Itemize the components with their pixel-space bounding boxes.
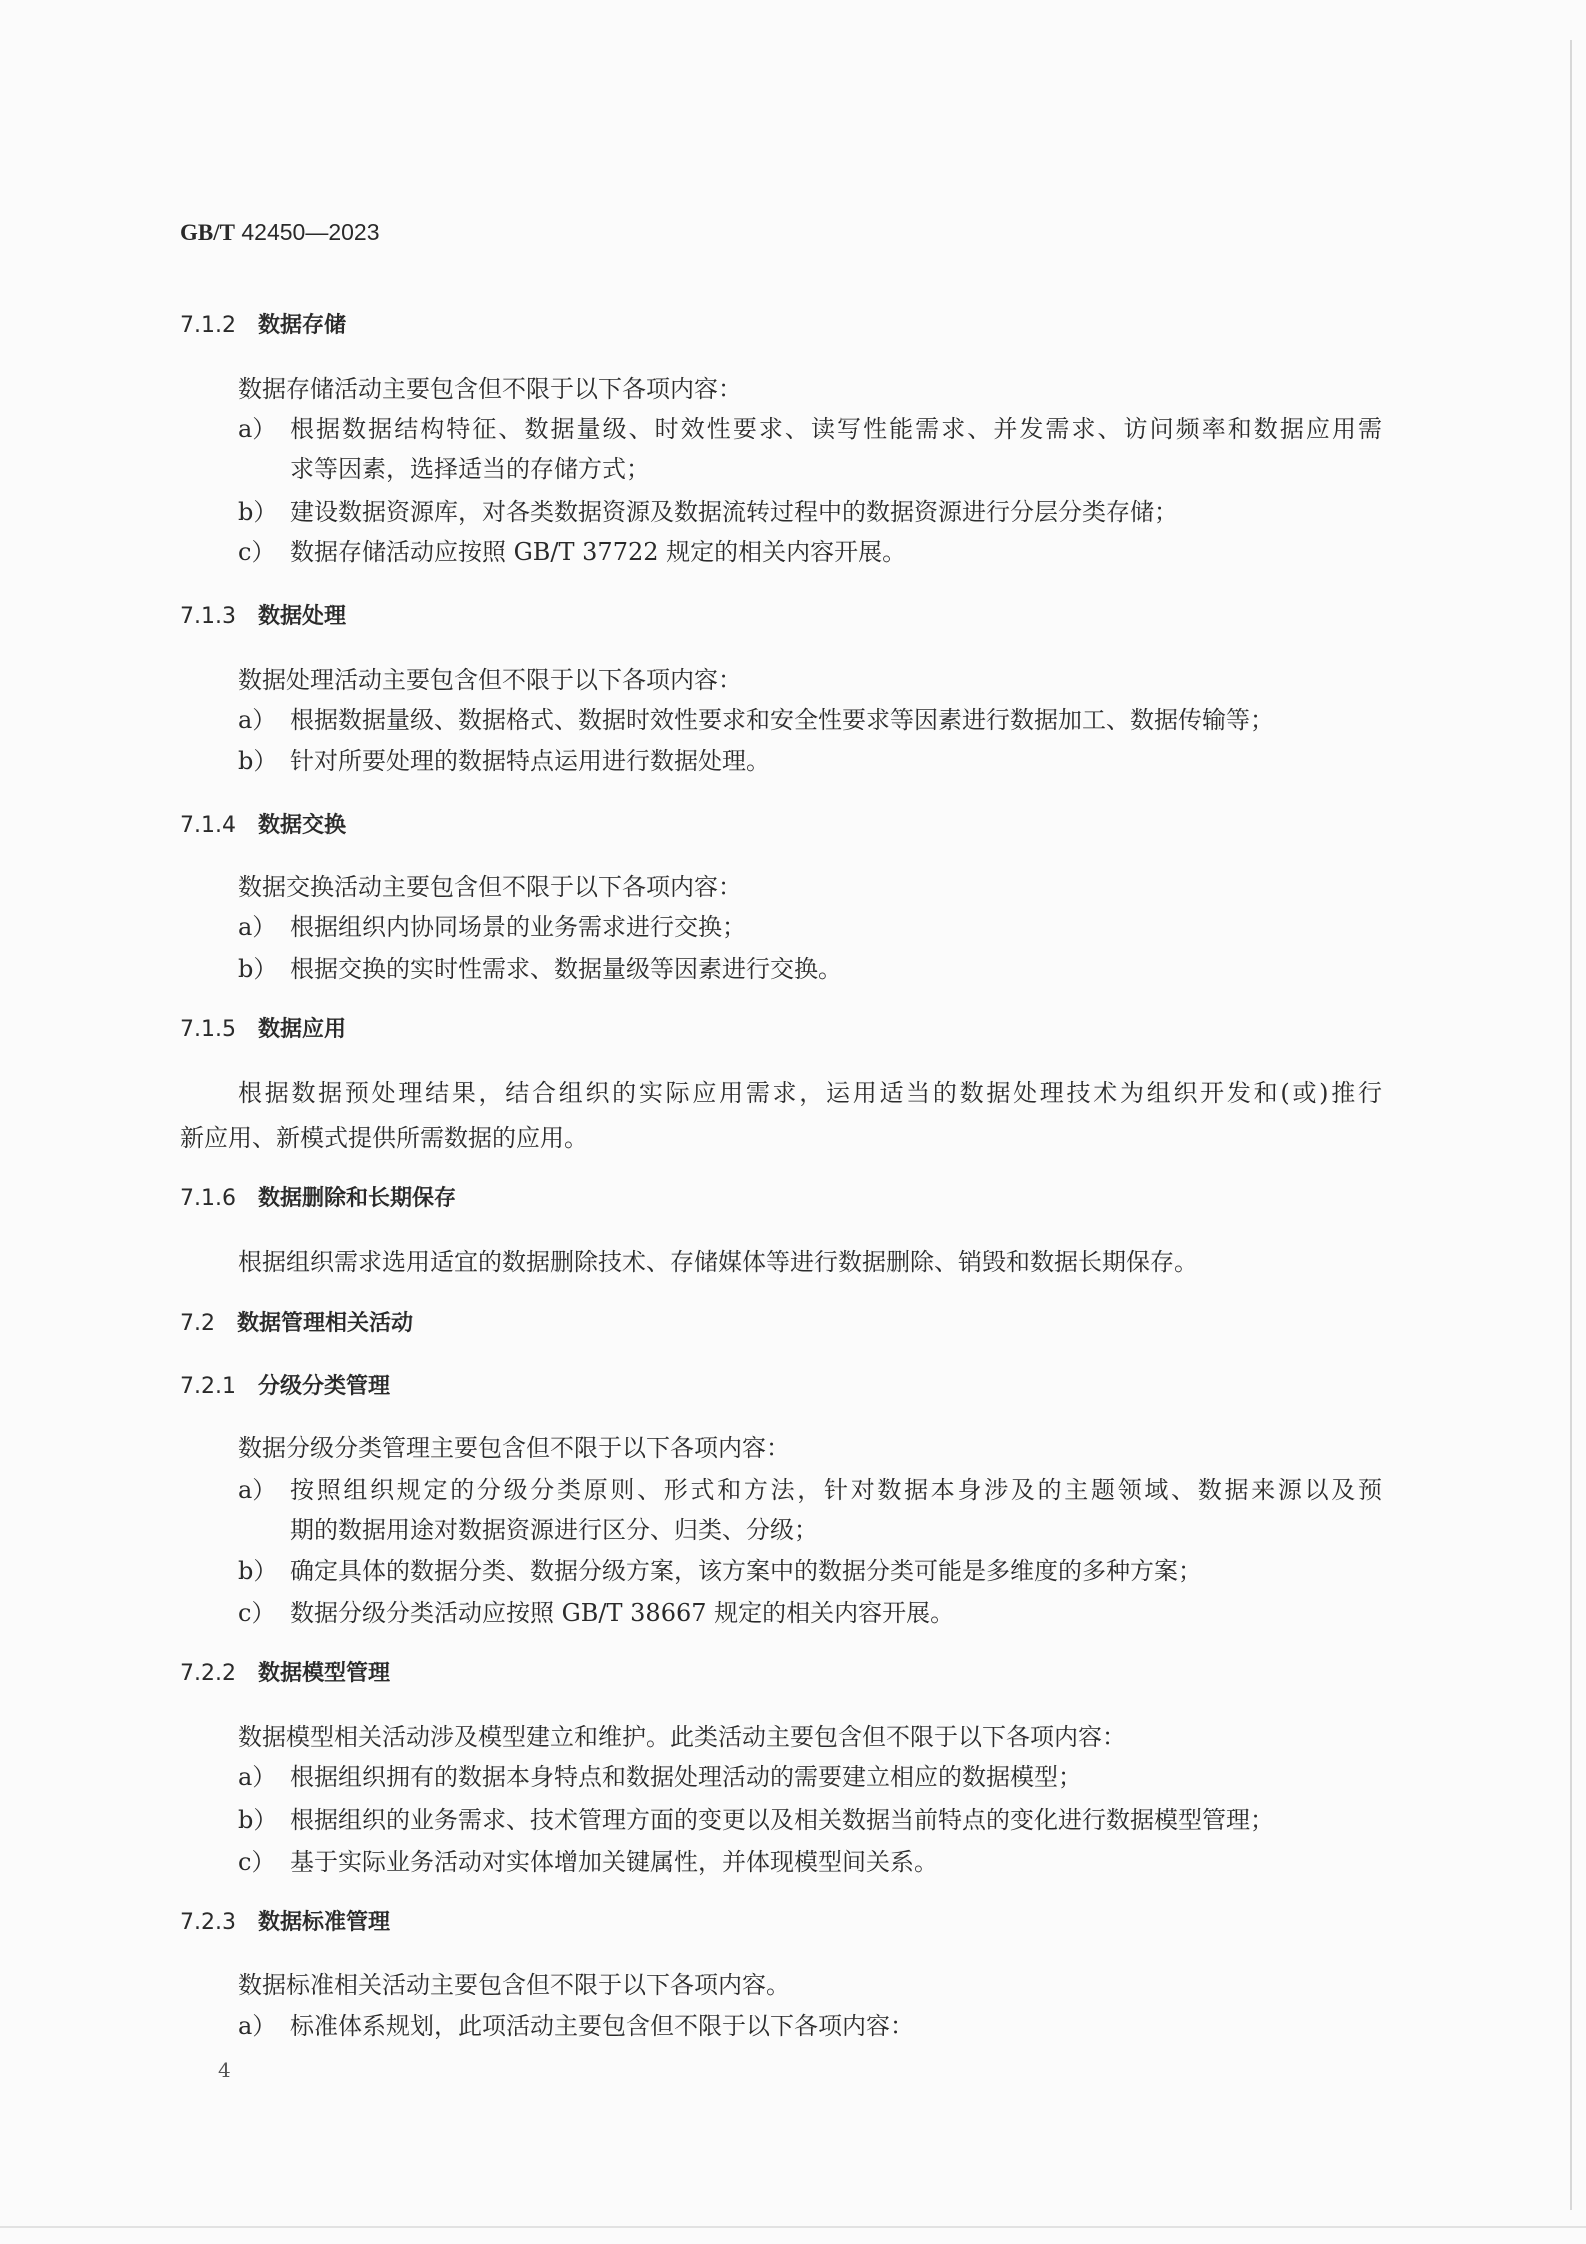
list-item-continuation (290, 1516, 818, 1544)
list-text: 根据数据结构特征、数据量级、时效性要求、读写性能需求、并发需求、访问频率和数据应用需 (290, 415, 1382, 443)
paragraph-continuation (180, 1124, 588, 1152)
section-number: 7.1.4 (180, 813, 236, 838)
list-text: 根据数据量级、数据格式、数据时效性要求和安全性要求等因素进行数据加工、数据传输等； (290, 706, 1274, 734)
list-label: b） (238, 747, 278, 775)
section-title: 数据应用 (257, 1017, 346, 1042)
list-label: c） (238, 1599, 276, 1627)
paragraph-text: 数据标准相关活动主要包含但不限于以下各项内容。 (238, 1971, 790, 1999)
list-item-continuation (290, 455, 650, 483)
page-border (1570, 40, 1572, 2210)
paragraph-text: 新应用、新模式提供所需数据的应用。 (180, 1124, 588, 1152)
section-heading (180, 312, 346, 340)
paragraph (238, 1971, 790, 1999)
paragraph-text: 数据交换活动主要包含但不限于以下各项内容： (238, 873, 742, 901)
paragraph (238, 1248, 1198, 1276)
list-text: 根据交换的实时性需求、数据量级等因素进行交换。 (290, 955, 842, 983)
list-text: 针对所要处理的数据特点运用进行数据处理。 (290, 747, 770, 775)
paragraph (238, 666, 742, 694)
section-title: 数据存储 (257, 313, 346, 338)
section-number: 7.1.5 (180, 1017, 236, 1042)
paragraph (238, 873, 742, 901)
section-number: 7.2.2 (180, 1661, 236, 1686)
list-text: 根据组织的业务需求、技术管理方面的变更以及相关数据当前特点的变化进行数据模型管理； (290, 1806, 1274, 1834)
paragraph-text: 数据处理活动主要包含但不限于以下各项内容： (238, 666, 742, 694)
section-heading (180, 1310, 413, 1338)
list-text: 根据组织内协同场景的业务需求进行交换； (290, 913, 746, 941)
list-text: 基于实际业务活动对实体增加关键属性，并体现模型间关系。 (290, 1848, 938, 1876)
standard-number: 42450—2023 (241, 219, 380, 245)
section-number: 7.2 (180, 1311, 215, 1336)
section-title: 数据标准管理 (257, 1910, 390, 1935)
list-label: c） (238, 538, 276, 566)
list-text: 期的数据用途对数据资源进行区分、归类、分级； (290, 1516, 818, 1544)
section-number: 7.2.3 (180, 1910, 236, 1935)
paragraph-text: 数据模型相关活动涉及模型建立和维护。此类活动主要包含但不限于以下各项内容： (238, 1723, 1126, 1751)
paragraph (238, 375, 742, 403)
list-label: c） (238, 1848, 276, 1876)
list-text: 数据分级分类活动应按照 GB/T 38667 规定的相关内容开展。 (290, 1599, 955, 1627)
paragraph-text: 根据数据预处理结果，结合组织的实际应用需求，运用适当的数据处理技术为组织开发和(或)推行 (238, 1079, 1382, 1107)
page-number: 4 (218, 2058, 231, 2082)
list-item (238, 1763, 1082, 1791)
paragraph-text: 数据分级分类管理主要包含但不限于以下各项内容： (238, 1434, 790, 1462)
list-text: 根据组织拥有的数据本身特点和数据处理活动的需要建立相应的数据模型； (290, 1763, 1082, 1791)
paragraph-text: 根据组织需求选用适宜的数据删除技术、存储媒体等进行数据删除、销毁和数据长期保存。 (238, 1248, 1198, 1276)
list-item (238, 538, 907, 566)
list-item (238, 1476, 1382, 1504)
section-title: 数据处理 (257, 604, 346, 629)
list-item (238, 913, 746, 941)
standard-header (180, 218, 379, 247)
paragraph-text: 数据存储活动主要包含但不限于以下各项内容： (238, 375, 742, 403)
list-item (238, 1806, 1274, 1834)
list-label: b） (238, 955, 278, 983)
standard-prefix: GB/T (180, 220, 235, 245)
section-number: 7.1.3 (180, 604, 236, 629)
list-item (238, 2012, 914, 2040)
list-text: 标准体系规划，此项活动主要包含但不限于以下各项内容： (290, 2012, 914, 2040)
list-item (238, 415, 1382, 443)
section-title: 数据管理相关活动 (237, 1311, 414, 1336)
page-bottom-border (0, 2226, 1586, 2228)
list-label: a） (238, 2012, 277, 2040)
list-item (238, 498, 1178, 526)
list-label: b） (238, 1557, 278, 1585)
section-heading (180, 1373, 390, 1401)
section-heading (180, 1016, 346, 1044)
section-title: 数据删除和长期保存 (257, 1186, 456, 1211)
list-label: a） (238, 1476, 277, 1504)
list-item (238, 955, 842, 983)
paragraph (238, 1079, 1382, 1107)
section-number: 7.1.2 (180, 313, 236, 338)
list-text: 按照组织规定的分级分类原则、形式和方法，针对数据本身涉及的主题领域、数据来源以及预 (290, 1476, 1382, 1504)
list-text: 数据存储活动应按照 GB/T 37722 规定的相关内容开展。 (290, 538, 907, 566)
list-text: 求等因素，选择适当的存储方式； (290, 455, 650, 483)
list-text: 确定具体的数据分类、数据分级方案，该方案中的数据分类可能是多维度的多种方案； (290, 1557, 1202, 1585)
list-label: a） (238, 1763, 277, 1791)
section-title: 分级分类管理 (257, 1374, 390, 1399)
section-number: 7.2.1 (180, 1374, 236, 1399)
list-item (238, 1599, 955, 1627)
paragraph (238, 1434, 790, 1462)
paragraph (238, 1723, 1126, 1751)
section-title: 数据模型管理 (257, 1661, 390, 1686)
section-heading (180, 812, 346, 840)
section-heading (180, 1909, 390, 1937)
section-heading (180, 1185, 456, 1213)
list-item (238, 1848, 938, 1876)
section-heading (180, 1660, 390, 1688)
list-label: b） (238, 498, 278, 526)
list-label: a） (238, 706, 277, 734)
list-text: 建设数据资源库，对各类数据资源及数据流转过程中的数据资源进行分层分类存储； (290, 498, 1178, 526)
list-item (238, 706, 1274, 734)
section-title: 数据交换 (257, 813, 346, 838)
list-label: a） (238, 415, 277, 443)
section-heading (180, 603, 346, 631)
list-item (238, 1557, 1202, 1585)
section-number: 7.1.6 (180, 1186, 236, 1211)
list-label: b） (238, 1806, 278, 1834)
list-label: a） (238, 913, 277, 941)
list-item (238, 747, 770, 775)
